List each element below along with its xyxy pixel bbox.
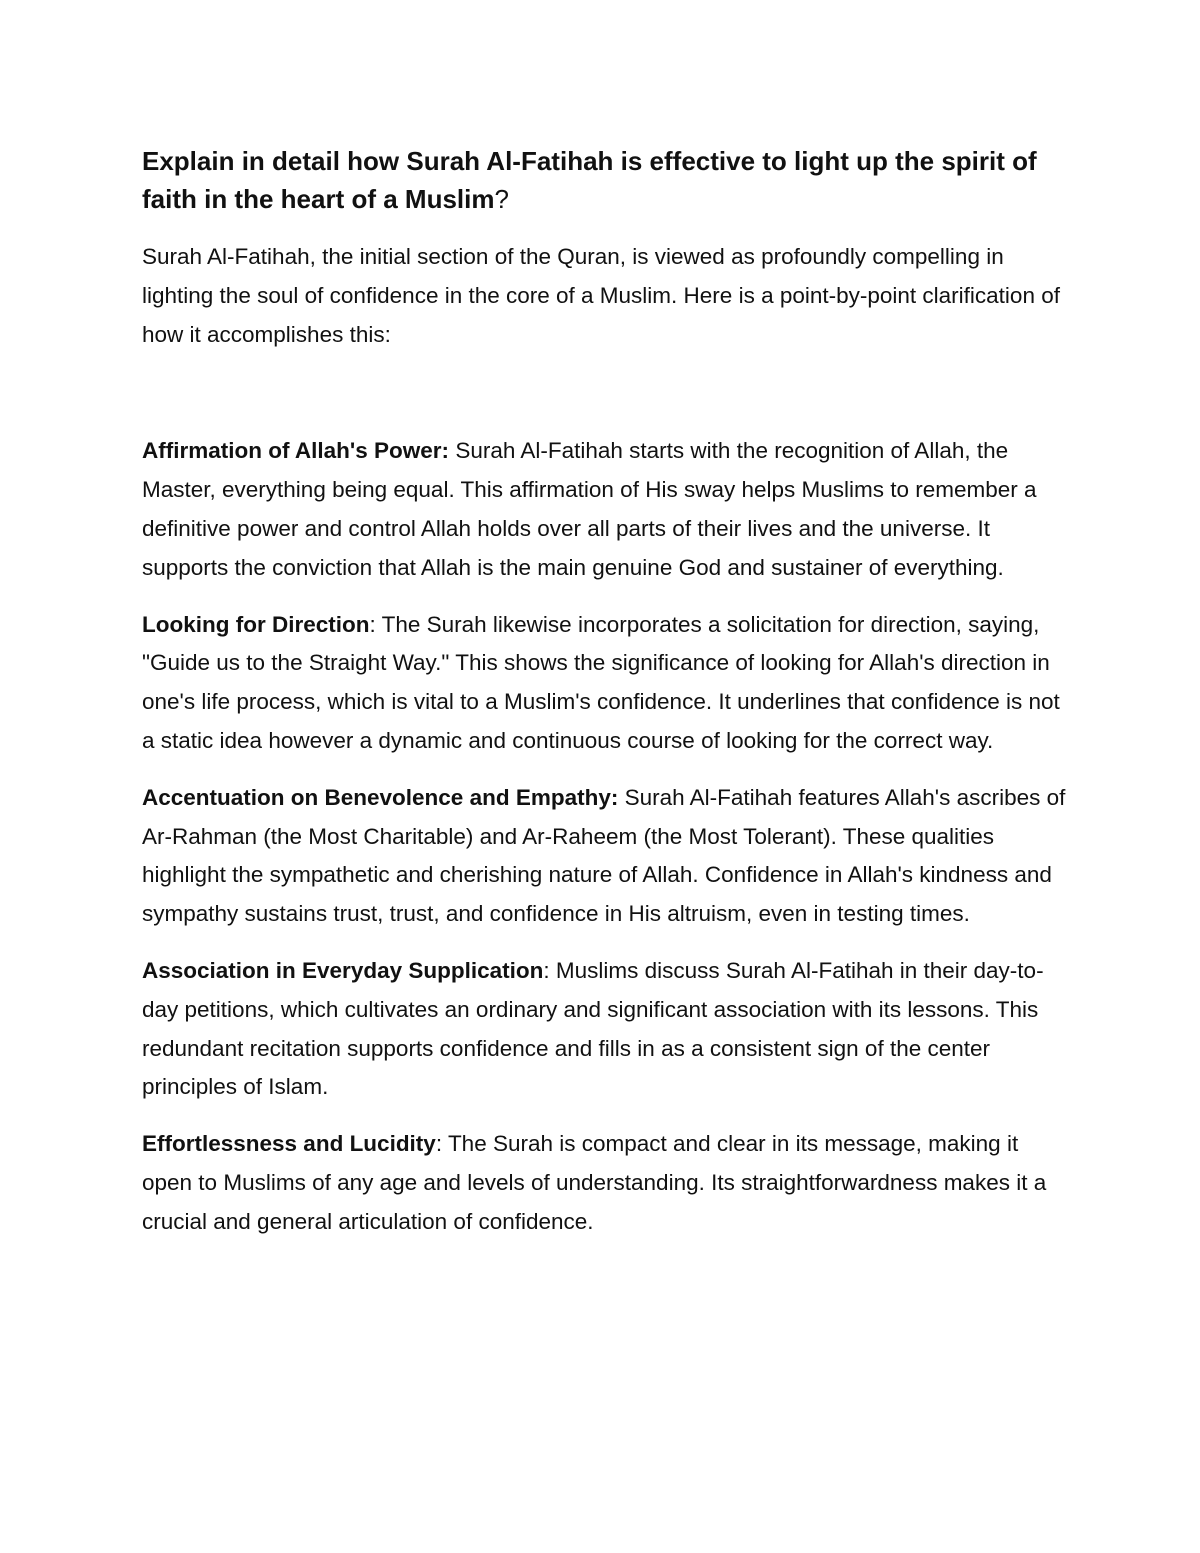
point-text: The Surah is compact and clear in its message, making it open to Muslims of any age and levels of understanding. Its straightforwardness makes it a crucial and general articulation of confidence. <box>142 1131 1047 1234</box>
point-title: Looking for Direction <box>142 611 370 637</box>
point-title: Accentuation on Benevolence and Empathy: <box>142 784 619 810</box>
point-separator: : <box>543 957 556 983</box>
point-text: Muslims discuss Surah Al-Fatihah in their day-to-day petitions, which cultivates an ordinary and significant association with its lessons. This redundant recitation supports confidence and fills in as a consistent sign of the center principles of Islam. <box>142 957 1044 1100</box>
point-text: The Surah likewise incorporates a solicitation for direction, saying, "Guide us to the Straight Way." This shows the significance of looking for Allah's direction in one's life process, which is vital to a Muslim's confidence. It underlines that confidence is not a static idea however a dynamic and continuous course of looking for the correct way. <box>142 611 1060 753</box>
point-separator: : <box>369 611 382 637</box>
point-separator: : <box>435 1131 448 1157</box>
point-paragraph-2 <box>142 606 1072 761</box>
point-title: Effortlessness and Lucidity <box>142 1131 436 1157</box>
question-mark: ? <box>494 184 509 214</box>
question-heading <box>142 142 1072 218</box>
point-text: Surah Al-Fatihah starts with the recognition of Allah, the Master, everything being equal. This affirmation of His sway helps Muslims to remember a definitive power and control Allah holds over all parts of their lives and the universe. It supports the conviction that Allah is the main genuine God and sustainer of everything. <box>142 438 1037 580</box>
point-paragraph-5 <box>142 1125 1072 1241</box>
question-text: Explain in detail how Surah Al-Fatihah is effective to light up the spirit of faith in the heart of a Muslim <box>142 146 1037 214</box>
intro-paragraph: Surah Al-Fatihah, the initial section of the Quran, is viewed as profoundly compelling in lighting the soul of confidence in the core of a Muslim. Here is a point-by-point clarification of how it accomplishes this: <box>142 244 1060 347</box>
point-title: Association in Everyday Supplication <box>142 957 544 983</box>
point-title: Affirmation of Allah's Power: <box>142 438 450 464</box>
point-paragraph-4 <box>142 952 1072 1107</box>
document-page <box>142 142 1072 1260</box>
point-text: Surah Al-Fatihah features Allah's ascribes of Ar-Rahman (the Most Charitable) and Ar-Raheem (the Most Tolerant). These qualities highlight the sympathetic and cherishing nature of Allah. Confidence in Allah's kindness and sympathy sustains trust, trust, and confidence in His altruism, even in testing times. <box>142 784 1066 927</box>
point-paragraph-3 <box>142 779 1072 934</box>
point-paragraph-1 <box>142 432 1072 587</box>
